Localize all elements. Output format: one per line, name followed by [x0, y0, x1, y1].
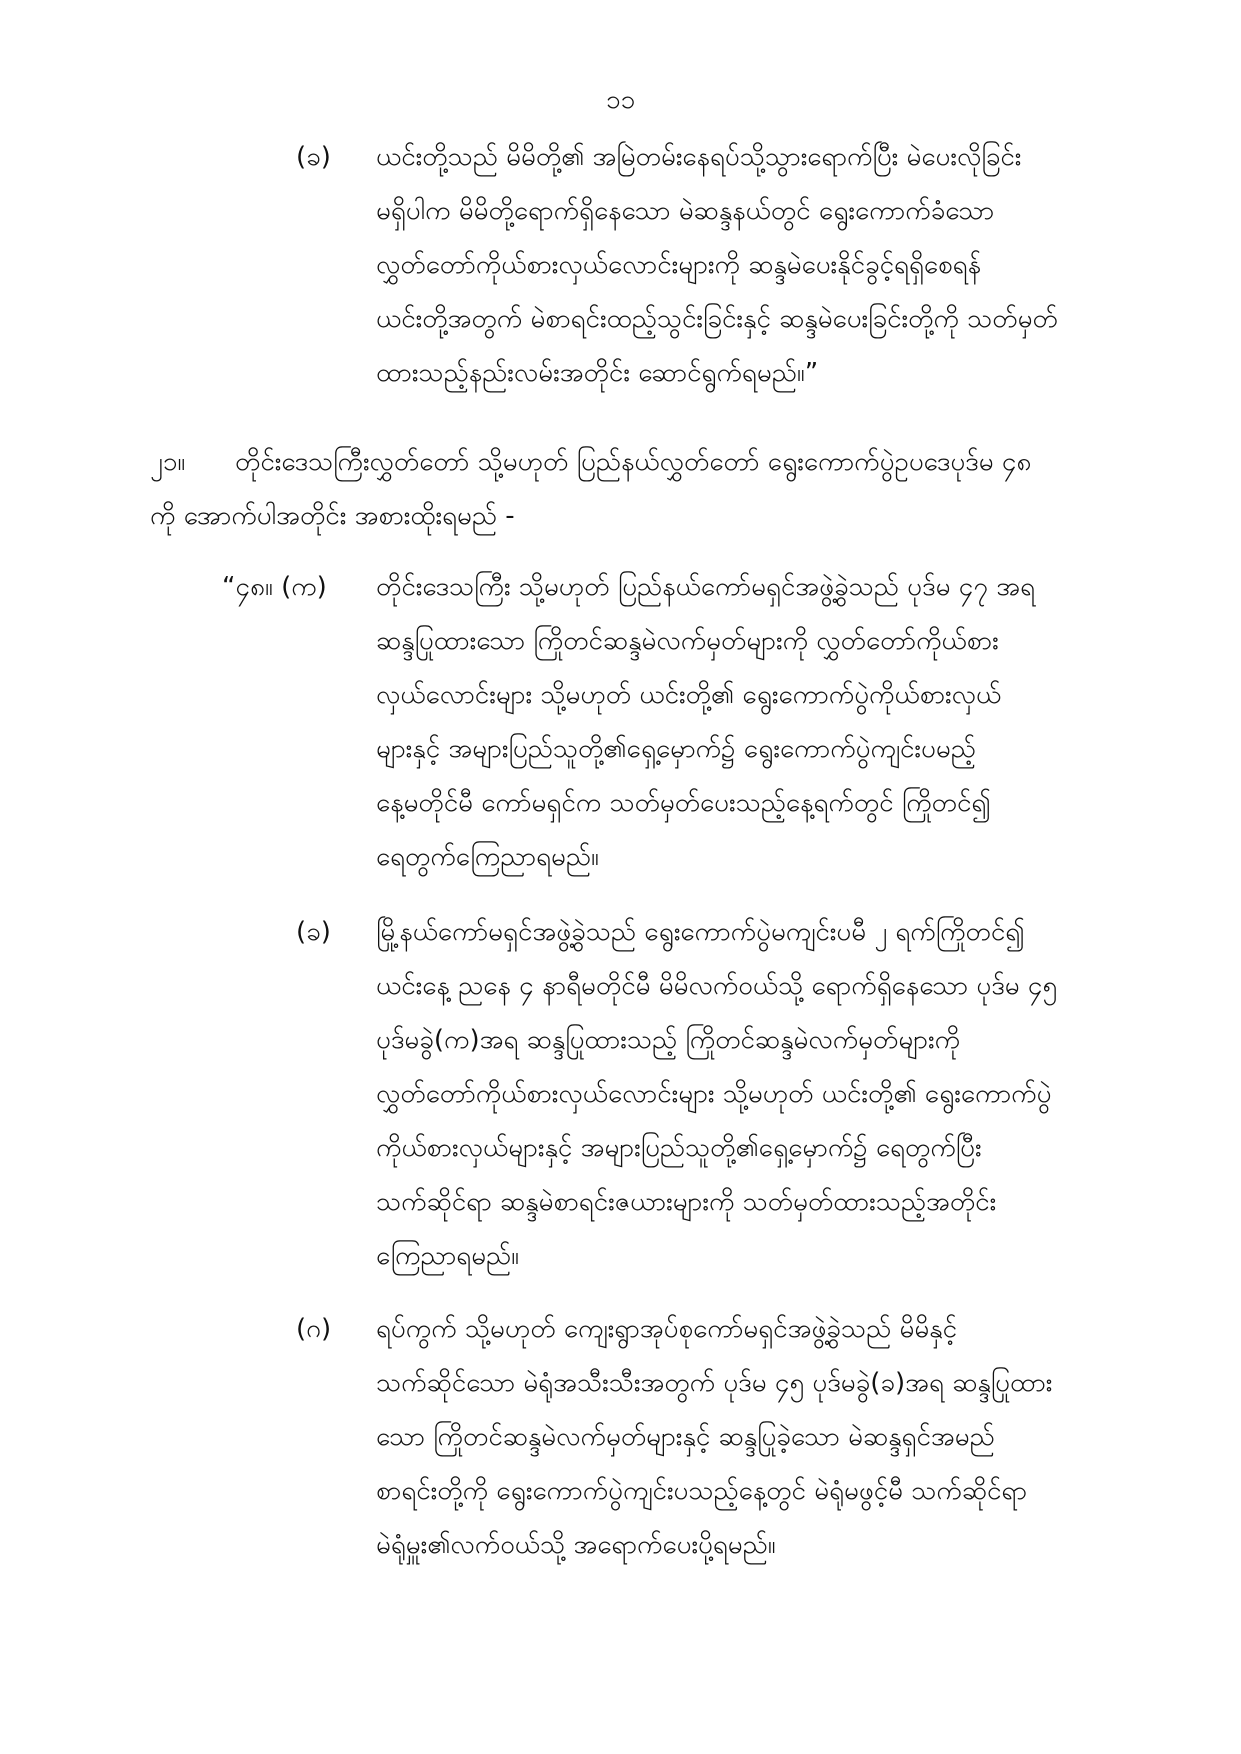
text-line: နေ့မတိုင်မီ ကော်မရှင်က သတ်မှတ်ပေးသည့်နေ့ရက်တွင် ကြိုတင်၍: [376, 788, 991, 818]
text-line: ပုဒ်မခွဲ(က)အရ ဆန္ဒပြုထားသည့် ကြိုတင်ဆန္ဒမဲလက်မှတ်များကို: [376, 1025, 961, 1055]
clause-48-ka: [222, 560, 1126, 884]
text-line: တိုင်းဒေသကြီးလွှတ်တော် သို့မဟုတ် ပြည်နယ်လွှတ်တော် ရွေးကောက်ပွဲဥပဒေပုဒ်မ ၄၈: [235, 447, 1032, 477]
text-line: ကိုယ်စားလှယ်များနှင့် အများပြည်သူတို့၏ရှေ့မှောက်၌ ရေတွက်ပြီး: [376, 1133, 982, 1163]
text-line: သော ကြိုတင်ဆန္ဒမဲလက်မှတ်များနှင့် ဆန္ဒပြုခဲ့သော မဲဆန္ဒရှင်အမည်: [376, 1422, 995, 1452]
text-line: ကြေညာရမည်။: [376, 1241, 520, 1271]
text-line: ထားသည့်နည်းလမ်းအတိုင်း ဆောင်ရွက်ရမည်။”: [376, 358, 819, 388]
clause-label: (ခ): [296, 917, 331, 947]
section-21: [150, 435, 1130, 543]
text-line: လှယ်လောင်းများ သို့မဟုတ် ယင်းတို့၏ ရွေးကောက်ပွဲကိုယ်စားလှယ်: [376, 680, 1002, 710]
text-line: များနှင့် အများပြည်သူတို့၏ရှေ့မှောက်၌ ရွေးကောက်ပွဲကျင်းပမည့်: [376, 734, 976, 764]
clause-label: (ခ): [296, 142, 331, 172]
text-line: ကို အောက်ပါအတိုင်း အစားထိုးရမည် -: [150, 501, 515, 531]
clause-label: (ဂ): [296, 1314, 332, 1344]
clause-text: [376, 130, 1126, 400]
clause-kha: [296, 905, 1126, 1283]
clause-text: [376, 1302, 1126, 1572]
text-line: လွှတ်တော်ကိုယ်စားလှယ်လောင်းများ သို့မဟုတ် ယင်းတို့၏ ရွေးကောက်ပွဲ: [376, 1079, 1052, 1109]
clause-text: [376, 560, 1126, 884]
text-line: လွှတ်တော်ကိုယ်စားလှယ်လောင်းများကို ဆန္ဒမဲပေးနိုင်ခွင့်ရရှိစေရန်: [376, 250, 982, 280]
clause-label: “၄၈။ (က): [222, 572, 327, 602]
text-line: မြို့နယ်ကော်မရှင်အဖွဲ့ခွဲသည် ရွေးကောက်ပွဲမကျင်းပမီ ၂ ရက်ကြိုတင်၍: [376, 917, 1025, 947]
text-line: မရှိပါက မိမိတို့ရောက်ရှိနေသော မဲဆန္ဒနယ်တွင် ရွေးကောက်ခံသော: [376, 196, 995, 226]
text-line: ရေတွက်ကြေညာရမည်။: [376, 842, 599, 872]
text-line: ယင်းတို့သည် မိမိတို့၏ အမြဲတမ်းနေရပ်သို့သွားရောက်ပြီး မဲပေးလိုခြင်း: [376, 142, 1022, 172]
text-line: သက်ဆိုင်ရာ ဆန္ဒမဲစာရင်းဇယားများကို သတ်မှတ်ထားသည့်အတိုင်း: [376, 1187, 997, 1217]
section-number: ၂၁။: [150, 447, 186, 477]
text-line: စာရင်းတို့ကို ရွေးကောက်ပွဲကျင်းပသည့်နေ့တွင် မဲရုံမဖွင့်မီ သက်ဆိုင်ရာ: [376, 1476, 1028, 1506]
text-line: ရပ်ကွက် သို့မဟုတ် ကျေးရွာအုပ်စုကော်မရှင်အဖွဲ့ခွဲသည် မိမိနှင့်: [376, 1314, 958, 1344]
text-line: ဆန္ဒပြုထားသော ကြိုတင်ဆန္ဒမဲလက်မှတ်များကို လွှတ်တော်ကိုယ်စား: [376, 626, 999, 656]
clause-ga: [296, 1302, 1126, 1572]
page-number: ၁၁: [605, 85, 636, 115]
clause-text: [376, 905, 1126, 1283]
text-line: ယင်းနေ့ ညနေ ၄ နာရီမတိုင်မီ မိမိလက်ဝယ်သို့ ရောက်ရှိနေသော ပုဒ်မ ၄၅: [376, 971, 1058, 1001]
text-line: သက်ဆိုင်သော မဲရုံအသီးသီးအတွက် ပုဒ်မ ၄၅ ပုဒ်မခွဲ(ခ)အရ ဆန္ဒပြုထား: [376, 1368, 1053, 1398]
clause-kha-continued: [296, 130, 1126, 400]
section-text: [150, 435, 1130, 543]
text-line: တိုင်းဒေသကြီး သို့မဟုတ် ပြည်နယ်ကော်မရှင်အဖွဲ့ခွဲသည် ပုဒ်မ ၄၇ အရ: [376, 572, 1036, 602]
text-line: မဲရုံမှူး၏လက်ဝယ်သို့ အရောက်ပေးပို့ရမည်။: [376, 1530, 776, 1560]
text-line: ယင်းတို့အတွက် မဲစာရင်းထည့်သွင်းခြင်းနှင့် ဆန္ဒမဲပေးခြင်းတို့ကို သတ်မှတ်: [376, 304, 1058, 334]
